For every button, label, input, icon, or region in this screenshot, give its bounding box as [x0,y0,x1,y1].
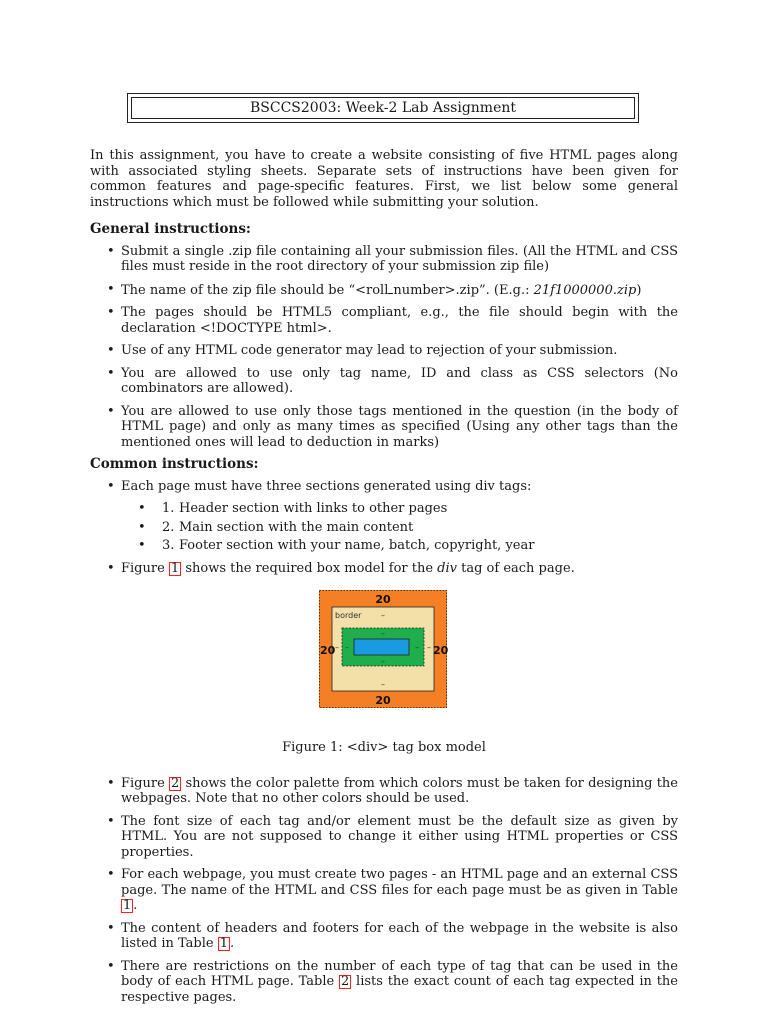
table-1-link[interactable]: 1 [123,898,132,913]
border-top-value: – [381,611,385,620]
padding-bottom-value: – [381,657,385,666]
margin-left-label: 20 [320,644,336,657]
common-instructions-heading: Common instructions: [90,456,259,472]
list-item: • The pages should be HTML5 compliant, e.g., the file should begin with the declaration <!DOCTYPE html>. [90,305,678,336]
padding-left-value: – [345,643,349,652]
table-2-link[interactable]: 2 [340,974,350,989]
section-item: • 3. Footer section with your name, batch, copyright, year [121,538,678,554]
list-item: • The font size of each tag and/or element must be the default size as given by HTML. You are not supposed to change it either using HTML properties or CSS properties. [90,814,678,861]
section-item: • 2. Main section with the main content [121,520,678,536]
figure-caption: Figure 1: <div> tag box model [282,740,486,755]
list-item: • There are restrictions on the number of each type of tag that can be used in the body of each HTML page. Table 2 lists the exact count of each tag expected in the respective pages. [90,959,678,1006]
box-model-figure [90,590,678,740]
margin-top-label: 20 [375,593,391,606]
zip-example: 21f1000000.zip [533,282,637,298]
padding-right-value: – [415,643,419,652]
document-title: BSCCS2003: Week-2 Lab Assignment [131,97,635,119]
list-item: • The name of the zip file should be “<roll number>.zip”. (E.g.: 21f1000000.zip) [90,282,678,299]
sections-list [121,501,678,554]
border-bottom-value: – [381,680,385,689]
general-instructions-list [90,244,678,451]
border-label: border [335,611,362,620]
margin-right-label: 20 [433,644,449,657]
section-item: • 1. Header section with links to other pages [121,501,678,517]
list-item: • You are allowed to use only tag name, ID and class as CSS selectors (No combinators are allowed). [90,366,678,397]
figure-1-link[interactable]: 1 [170,560,180,576]
list-item: • The content of headers and footers for each of the webpage in the website is also listed in Table 1 . [90,921,678,952]
list-item: • Use of any HTML code generator may lead to rejection of your submission. [90,343,678,359]
margin-bottom-label: 20 [375,694,391,707]
intro-paragraph: In this assignment, you have to create a website consisting of five HTML pages along with associated styling sheets. Separate sets of instructions have been given for common features and page-specific features. First, we list below some general instructions which must be followed while submitting your solution. [90,148,678,210]
box-model-diagram [319,590,449,710]
general-instructions-heading: General instructions: [90,221,251,237]
document-body [90,148,678,1012]
list-item: • Each page must have three sections generated using div tags: • 1. Header section with links to other pages • 2. Main section with the main content • 3. Footer section with your name, batch, copyright, year [90,479,678,554]
padding-top-value: – [381,629,385,638]
table-1-link[interactable]: 1 [219,936,229,951]
common-instructions-list-continued [90,776,678,1006]
content-box [354,639,409,655]
common-instructions-list [90,479,678,577]
title-box [127,93,639,123]
list-item: • For each webpage, you must create two pages - an HTML page and an external CSS page. The name of the HTML and CSS files for each page must be as given in Table 1 . [90,867,678,914]
list-item: • Figure 2 shows the color palette from which colors must be taken for designing the webpages. Note that no other colors should be used. [90,776,678,807]
border-right-value: – [427,643,431,652]
border-left-value: – [335,643,339,652]
list-item: • Submit a single .zip file containing all your submission files. (All the HTML and CSS files must reside in the root directory of your submission zip file) [90,244,678,275]
list-item: • Figure 1 shows the required box model for the div tag of each page. [90,561,678,577]
figure-2-link[interactable]: 2 [171,775,180,791]
list-item: • You are allowed to use only those tags mentioned in the question (in the body of HTML page) and only as many times as specified (Using any other tags than the mentioned ones will lead to deduction in marks) [90,404,678,451]
